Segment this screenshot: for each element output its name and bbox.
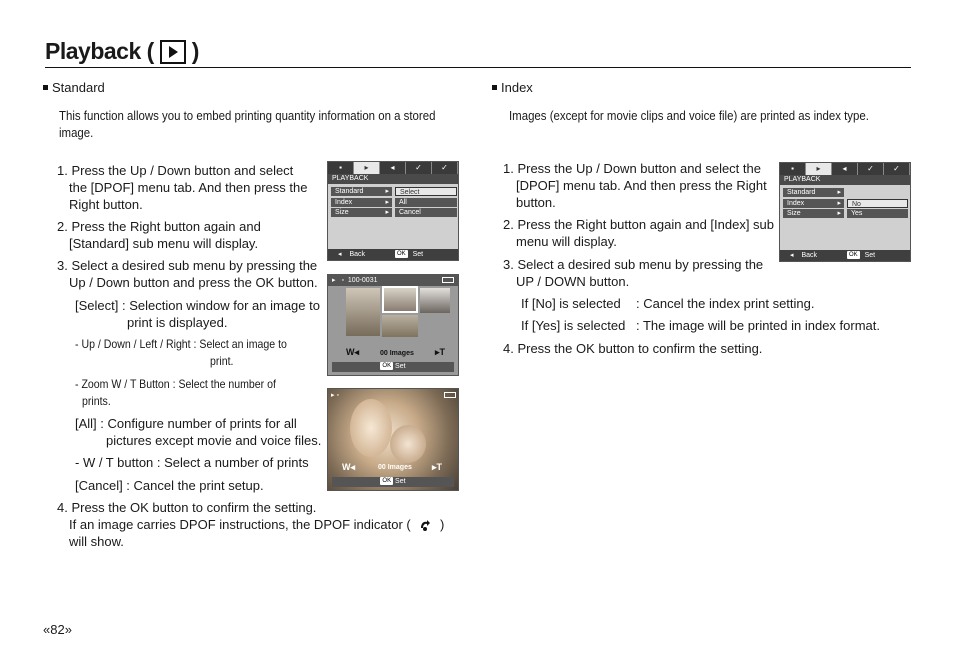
ok-badge: OK bbox=[382, 363, 392, 369]
index-intro: Images (except for movie clips and voice file) are printed as index type. bbox=[509, 108, 869, 123]
cancel-desc: [Cancel] : Cancel the print setup. bbox=[75, 478, 264, 493]
all-desc-b: pictures except movie and voice files. bbox=[106, 433, 322, 448]
tab-icon-1: ▪ bbox=[328, 162, 354, 174]
idx-step4: 4. Press the OK button to confirm the setting. bbox=[503, 341, 763, 356]
standard-intro: This function allows you to embed printing quantity information on a stored image. bbox=[59, 108, 436, 140]
menu-row-size: Size ▸ bbox=[331, 208, 392, 217]
option-select: Select bbox=[395, 187, 457, 196]
sub2b: prints. bbox=[82, 394, 111, 408]
page-number: «82» bbox=[43, 622, 72, 637]
ok-badge: OK bbox=[396, 251, 406, 257]
thumb-image-selected bbox=[382, 286, 418, 313]
standard-menu-screen bbox=[327, 161, 459, 261]
dpof-icon bbox=[414, 518, 436, 536]
option-all: All bbox=[395, 198, 457, 207]
thumb-image-3 bbox=[420, 288, 450, 313]
thumb-image-4 bbox=[382, 315, 418, 337]
option-no: No bbox=[847, 199, 908, 208]
playback-icon bbox=[160, 40, 186, 64]
option-yes: Yes bbox=[847, 209, 908, 218]
set-label: Set bbox=[395, 478, 406, 485]
menu-row-index: Index ▸ bbox=[783, 199, 844, 208]
std-step1b: the [DPOF] menu tab. And then press the bbox=[69, 180, 308, 195]
tab-dpof: ▸ bbox=[806, 163, 832, 175]
select-desc-a: [Select] : Selection window for an image to bbox=[75, 298, 320, 313]
ok-badge: OK bbox=[848, 252, 858, 258]
zoom-t: ▸T bbox=[435, 347, 446, 357]
menu-footer bbox=[780, 250, 910, 261]
play-mode-icon: ▸ ▫ bbox=[331, 392, 339, 399]
tab-dpof: ▸ bbox=[354, 162, 380, 174]
std-step3a: 3. Select a desired sub menu by pressing the bbox=[57, 258, 318, 273]
tab-icon-5: ✓ bbox=[432, 162, 458, 174]
no-key: If [No] is selected bbox=[521, 296, 621, 311]
menu-row-standard: Standard ▸ bbox=[331, 187, 392, 196]
play-mode-icon: ▸ bbox=[332, 277, 336, 284]
menu-tabs bbox=[328, 162, 458, 174]
index-menu-screen bbox=[779, 162, 911, 262]
tab-icon-3: ◂ bbox=[832, 163, 858, 175]
photo-face-2 bbox=[390, 425, 426, 463]
std-step4d: will show. bbox=[69, 534, 124, 549]
tab-icon-3: ◂ bbox=[380, 162, 406, 174]
option-cancel: Cancel bbox=[395, 208, 457, 217]
page-title bbox=[45, 38, 199, 65]
title-close: ) bbox=[191, 38, 199, 64]
menu-tabs bbox=[780, 163, 910, 175]
std-step3b: Up / Down button and press the OK button. bbox=[69, 275, 318, 290]
zoom-w: W◂ bbox=[346, 347, 360, 357]
all-desc-a: [All] : Configure number of prints for all bbox=[75, 416, 297, 431]
file-number: 100-0031 bbox=[347, 277, 378, 284]
idx-step1b: [DPOF] menu tab. And then press the Right bbox=[516, 178, 767, 193]
select-desc-b: print is displayed. bbox=[127, 315, 228, 330]
back-icon: ◂ bbox=[338, 251, 342, 258]
tab-icon-4: ✓ bbox=[858, 163, 884, 175]
std-step1a: 1. Press the Up / Down button and select bbox=[57, 163, 294, 178]
zoom-w: W◂ bbox=[342, 462, 356, 472]
tab-icon-4: ✓ bbox=[406, 162, 432, 174]
sub2a: - Zoom W / T Button : Select the number of bbox=[75, 377, 276, 391]
menu-footer bbox=[328, 249, 458, 260]
set-label: Set bbox=[395, 363, 406, 370]
idx-step1a: 1. Press the Up / Down button and select the bbox=[503, 161, 761, 176]
menu-header: PLAYBACK bbox=[780, 175, 910, 185]
back-icon: ◂ bbox=[790, 252, 794, 259]
std-step2b: [Standard] sub menu will display. bbox=[69, 236, 259, 251]
idx-step3b: UP / DOWN button. bbox=[516, 274, 630, 289]
photo-face-1 bbox=[350, 399, 392, 457]
std-step4a: 4. Press the OK button to confirm the setting. bbox=[57, 500, 317, 515]
idx-step2a: 2. Press the Right button again and [Index] sub bbox=[503, 217, 775, 232]
standard-heading: Standard bbox=[43, 79, 105, 96]
battery-icon bbox=[444, 392, 456, 398]
back-label: Back bbox=[349, 251, 366, 258]
thumbnail-screen bbox=[327, 274, 459, 376]
photo-screen bbox=[327, 388, 459, 491]
tab-icon-1: ▪ bbox=[780, 163, 806, 175]
std-step4b: If an image carries DPOF instructions, the DPOF indicator ( ) bbox=[69, 516, 444, 536]
menu-row-size: Size ▸ bbox=[783, 209, 844, 218]
index-heading: Index bbox=[492, 79, 533, 96]
dpof-mini-icon: ▫ bbox=[341, 277, 344, 284]
idx-step2b: menu will display. bbox=[516, 234, 617, 249]
menu-row-standard: Standard ▸ bbox=[783, 188, 844, 197]
sub1a: - Up / Down / Left / Right : Select an image to bbox=[75, 337, 287, 351]
images-count: 00 Images bbox=[378, 464, 412, 471]
ok-badge: OK bbox=[382, 478, 392, 484]
thumb-topbar bbox=[328, 275, 458, 286]
menu-row-index: Index ▸ bbox=[331, 198, 392, 207]
set-label: Set bbox=[864, 252, 876, 259]
menu-header: PLAYBACK bbox=[328, 174, 458, 184]
std-step2a: 2. Press the Right button again and bbox=[57, 219, 261, 234]
sub1b: print. bbox=[210, 354, 234, 368]
no-val: : Cancel the index print setting. bbox=[636, 296, 815, 311]
thumb-image-1 bbox=[346, 288, 380, 336]
title-text: Playback ( bbox=[45, 38, 154, 64]
idx-step3a: 3. Select a desired sub menu by pressing the bbox=[503, 257, 764, 272]
std-step1c: Right button. bbox=[69, 197, 143, 212]
idx-step1c: button. bbox=[516, 195, 556, 210]
yes-val: : The image will be printed in index format. bbox=[636, 318, 880, 333]
title-rule bbox=[45, 67, 911, 68]
set-label: Set bbox=[412, 251, 424, 258]
back-label: Back bbox=[801, 252, 818, 259]
zoom-t: ▸T bbox=[432, 462, 443, 472]
thumb-footer bbox=[332, 362, 454, 372]
battery-icon bbox=[442, 277, 454, 283]
tab-icon-5: ✓ bbox=[884, 163, 910, 175]
images-count: 00 Images bbox=[380, 350, 414, 357]
yes-key: If [Yes] is selected bbox=[521, 318, 626, 333]
wt-desc: - W / T button : Select a number of prints bbox=[75, 455, 309, 470]
photo-footer bbox=[332, 477, 454, 487]
